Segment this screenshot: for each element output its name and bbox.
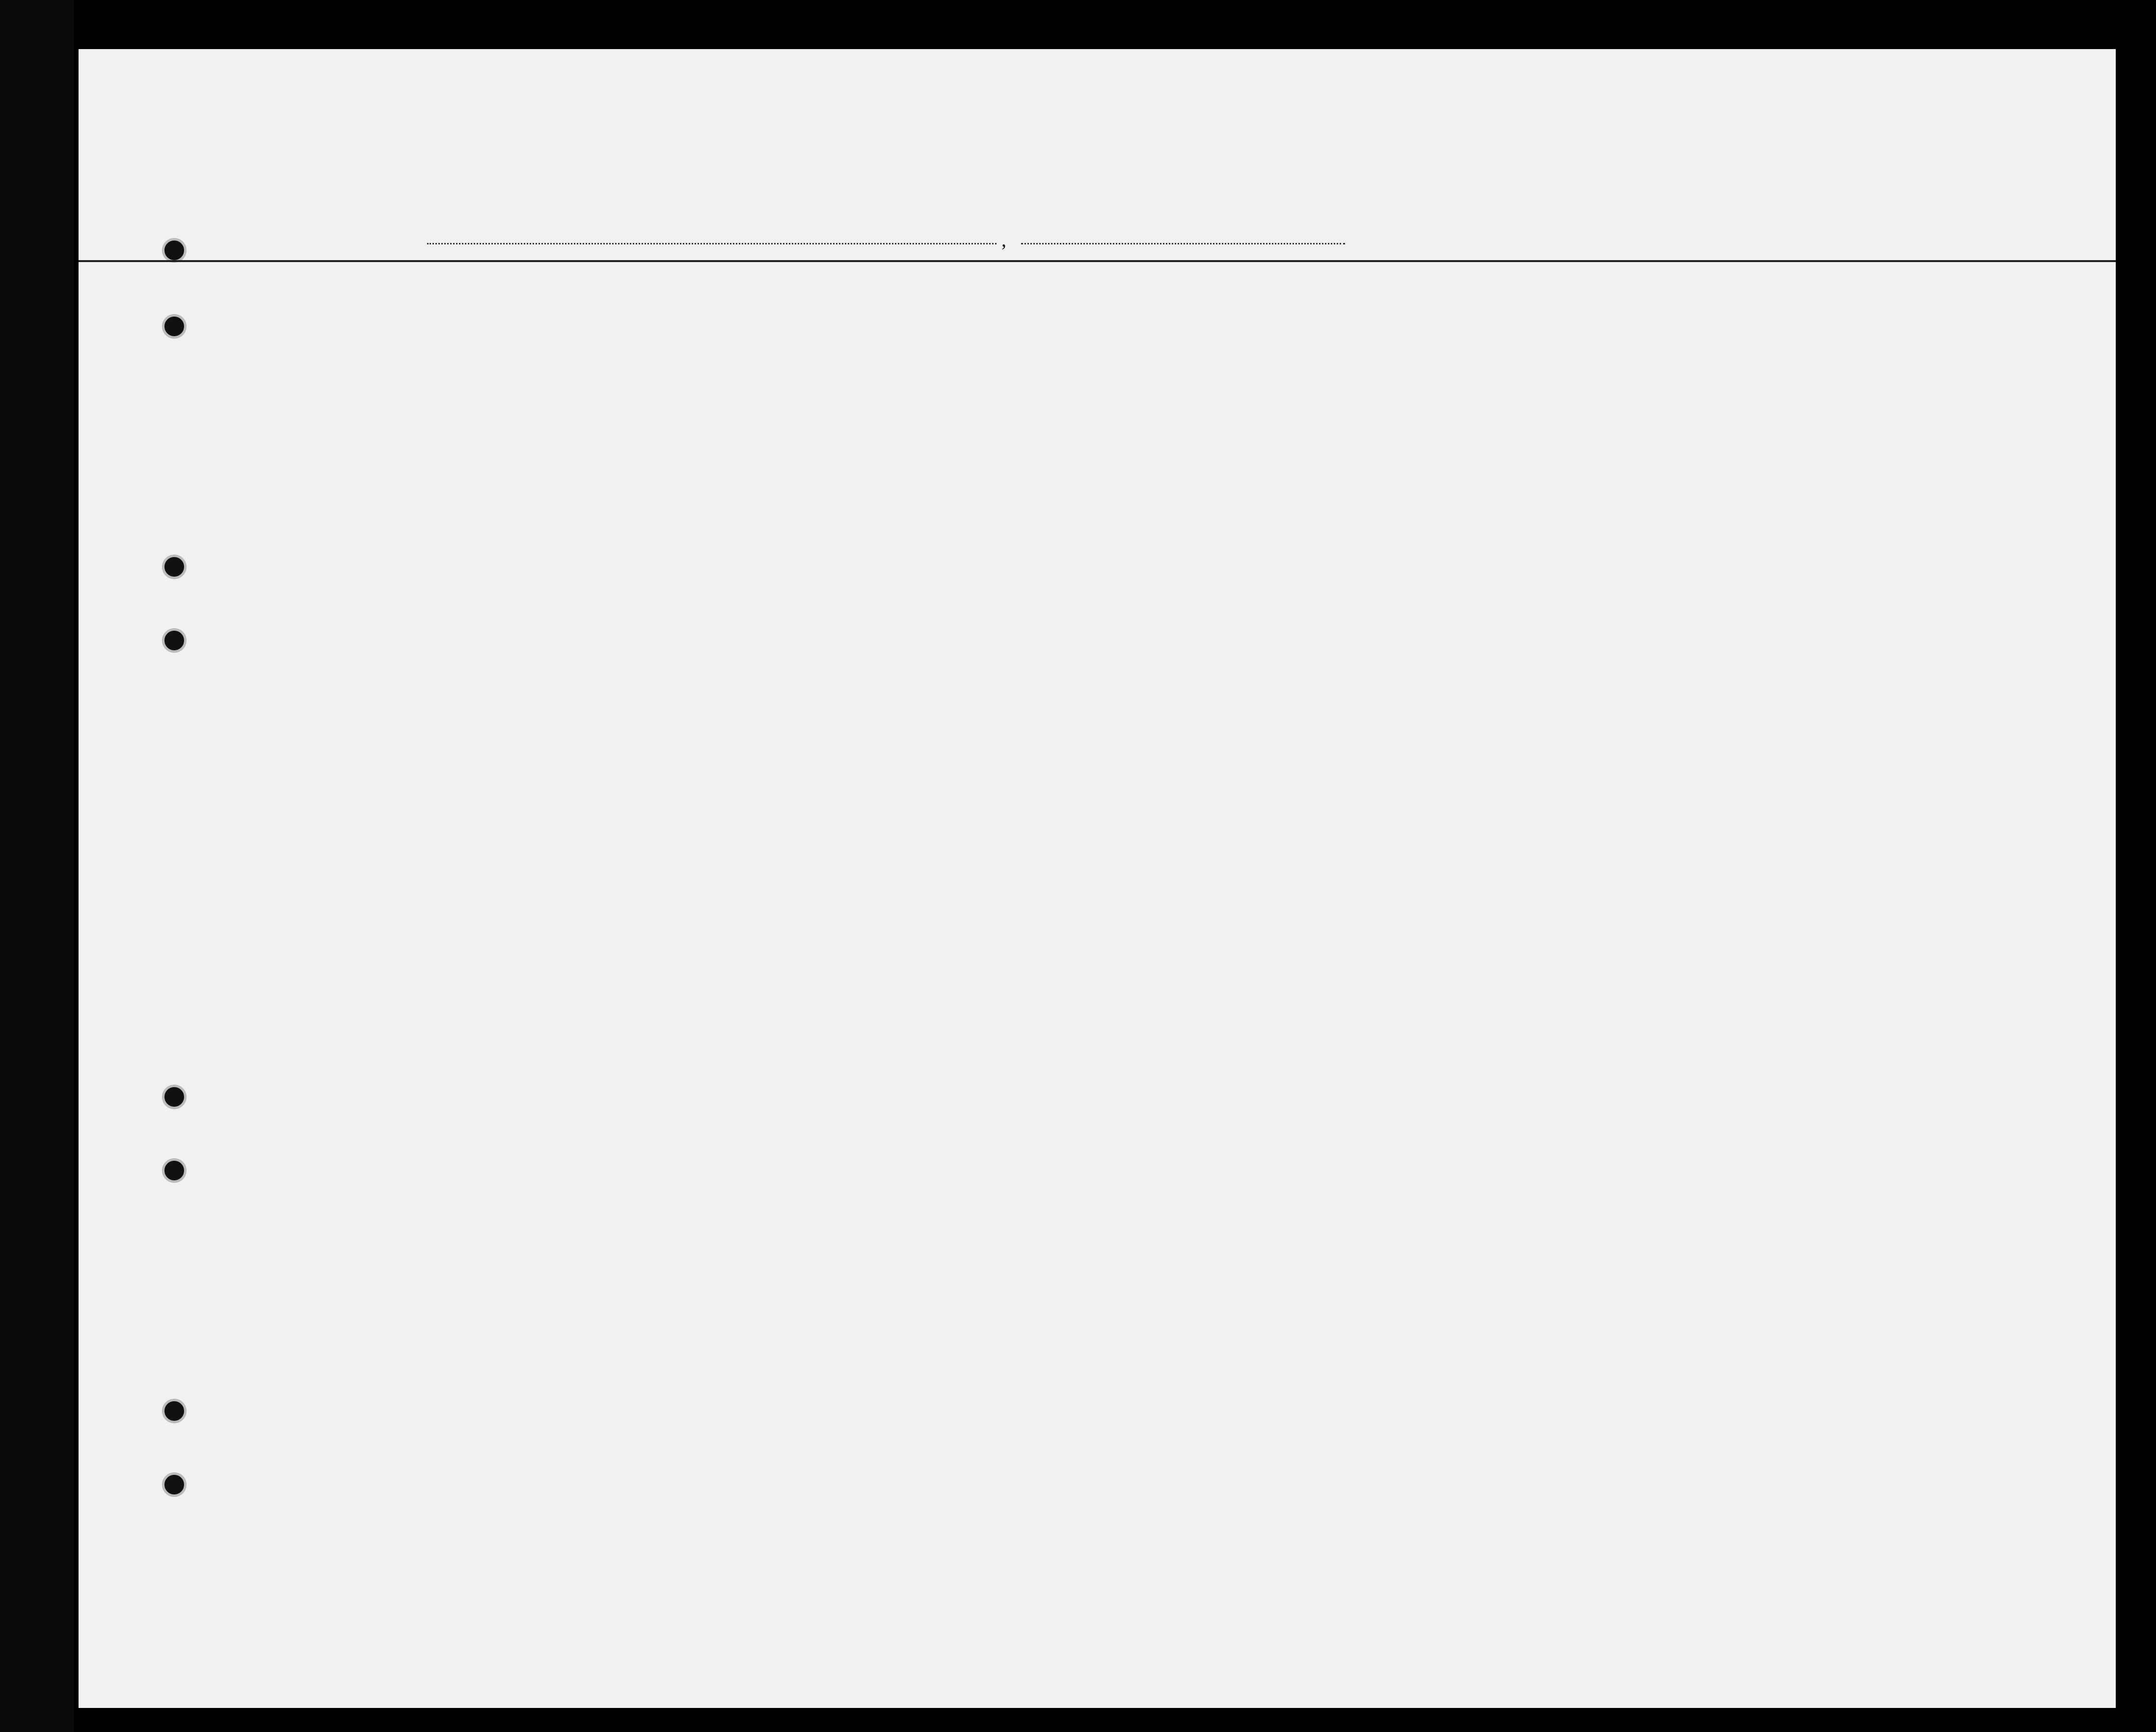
- comma: ,: [1001, 229, 1006, 251]
- binding-edge: [0, 0, 74, 1732]
- passenger-table: [79, 49, 2116, 1708]
- manifest-sheet: [79, 49, 2116, 1708]
